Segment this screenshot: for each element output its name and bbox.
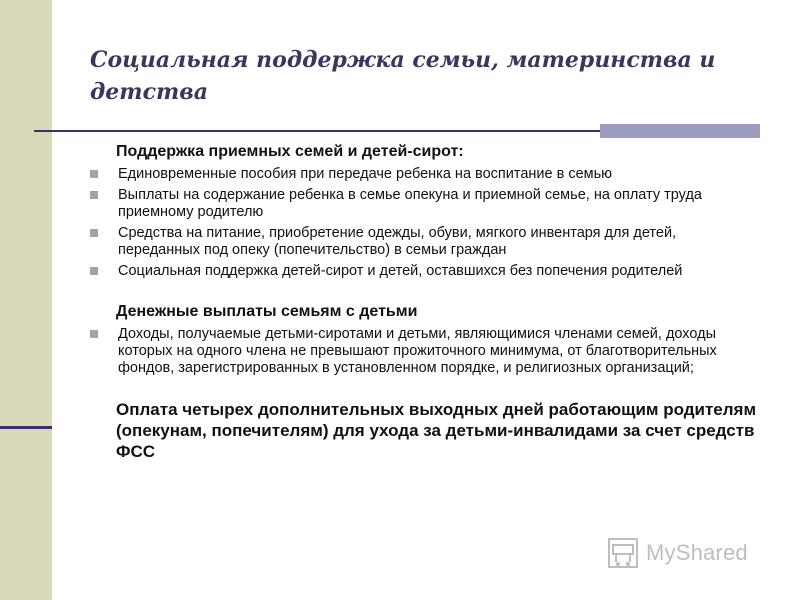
bullet-icon (90, 330, 98, 338)
list-item-text: Социальная поддержка детей-сирот и детей, оставшихся без попечения родителей (118, 263, 683, 279)
slide-content (90, 142, 760, 466)
bullet-icon (90, 267, 98, 275)
title-accent-bar (600, 124, 760, 138)
left-decorative-band (0, 0, 52, 600)
list-item (90, 166, 760, 183)
section2-list (90, 326, 760, 377)
list-item (90, 263, 760, 280)
bullet-icon (90, 229, 98, 237)
list-item-text: Выплаты на содержание ребенка в семье опекуна и приемной семье, на оплату труда приемному родителю (118, 187, 702, 220)
list-item-text: Единовременные пособия при передаче ребенка на воспитание в семью (118, 166, 613, 182)
section2-heading: Денежные выплаты семьям с детьми (116, 303, 418, 320)
list-item (90, 326, 760, 377)
section3-heading: Оплата четырех дополнительных выходных дней работающим родителям (опекунам, попечителям) для ухода за детьми-инвалидами за счет средств ФСС (116, 400, 757, 461)
list-item-text: Доходы, получаемые детьми-сиротами и детьми, являющимися членами семей, доходы которых на одного члена не превышают прожиточного минимума, от благотворительных фондов, зарегистрированных в установленном порядке, и религиозных организаций; (118, 326, 717, 376)
bullet-icon (90, 191, 98, 199)
left-accent-line (0, 426, 52, 429)
cart-icon (606, 536, 640, 570)
bullet-icon (90, 170, 98, 178)
spacer (90, 284, 760, 302)
list-item-text: Средства на питание, приобретение одежды, обуви, мягкого инвентаря для детей, переданных под опеку (попечительство) в семьи граждан (118, 225, 677, 258)
list-item (90, 187, 760, 221)
section1-list (90, 166, 760, 280)
watermark (606, 536, 748, 570)
list-item (90, 225, 760, 259)
section1-heading: Поддержка приемных семей и детей-сирот: (116, 143, 464, 160)
spacer (90, 381, 760, 399)
watermark-text: MyShared (646, 540, 748, 565)
slide-title: Социальная поддержка семьи, материнства и детства (90, 47, 716, 105)
